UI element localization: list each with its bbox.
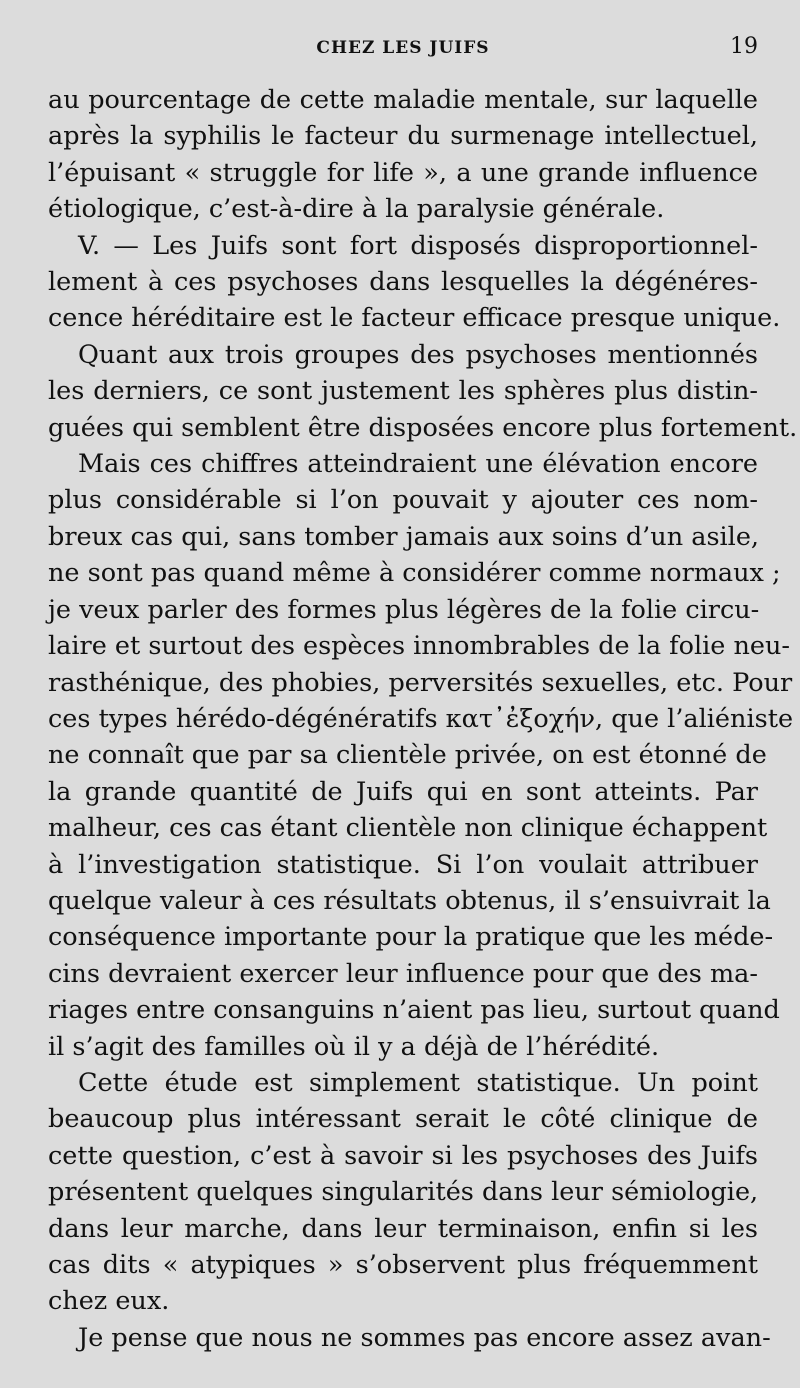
text-line: cins devraient exercer leur influence pour que des ma-: [48, 958, 758, 989]
text-line: chez eux.: [48, 1286, 170, 1317]
text-line: la grande quantité de Juifs qui en sont atteints. Par: [48, 776, 758, 807]
text-line: conséquence importante pour la pratique que les méde-: [48, 922, 774, 953]
text-line: cas dits « atypiques » s’observent plus fréquemment: [48, 1250, 758, 1280]
text-line: V. — Les Juifs sont fort disposés disproportionnel-: [78, 230, 758, 261]
text-line: ne sont pas quand même à considérer comme normaux ;: [48, 558, 781, 589]
text-line: Mais ces chiffres atteindraient une élévation encore: [78, 449, 758, 480]
text-line: laire et surtout des espèces innombrables de la folie neu-: [48, 631, 791, 662]
text-line: étiologique, c’est-à-dire à la paralysie générale.: [48, 194, 665, 225]
text-line: guées qui semblent être disposées encore plus fortement.: [48, 412, 798, 443]
text-line: à l’investigation statistique. Si l’on voulait attribuer: [48, 849, 758, 880]
text-line: au pourcentage de cette maladie mentale, sur laquelle: [48, 85, 758, 115]
text-line: après la syphilis le facteur du surmenage intellectuel,: [48, 121, 758, 152]
running-head: CHEZ LES JUIFS: [316, 38, 490, 58]
text-line: cette question, c’est à savoir si les psychoses des Juifs: [48, 1140, 758, 1171]
text-line: lement à ces psychoses dans lesquelles la dégénéres-: [48, 267, 758, 298]
text-line: présentent quelques singularités dans leur sémiologie,: [48, 1177, 759, 1208]
text-line: ne connaît que par sa clientèle privée, on est étonné de: [48, 740, 767, 771]
page-number: 19: [730, 34, 758, 59]
text-line: dans leur marche, dans leur terminaison, enfin si les: [48, 1213, 758, 1244]
text-line: les derniers, ce sont justement les sphères plus distin-: [48, 376, 758, 407]
text-line: je veux parler des formes plus légères de la folie circu-: [48, 594, 760, 625]
body-text: [48, 82, 798, 1356]
text-line: breux cas qui, sans tomber jamais aux soins d’un asile,: [48, 521, 760, 552]
page-header: [48, 34, 758, 82]
text-line: il s’agit des familles où il y a déjà de l’hérédité.: [48, 1031, 660, 1062]
text-line: Quant aux trois groupes des psychoses mentionnés: [78, 339, 758, 370]
text-line: beaucoup plus intéressant serait le côté clinique de: [48, 1104, 758, 1135]
text-line: Je pense que nous ne sommes pas encore assez avan-: [78, 1322, 771, 1353]
text-line: l’épuisant « struggle for life », a une grande influence: [48, 157, 758, 188]
text-line: quelque valeur à ces résultats obtenus, il s’ensuivrait la: [48, 885, 771, 916]
text-line: cence héréditaire est le facteur efficace presque unique.: [48, 303, 781, 334]
text-line: ces types hérédo-dégénératifs κατ᾽ἐξοχήν, que l’aliéniste: [48, 703, 794, 734]
text-line: Cette étude est simplement statistique. Un point: [78, 1067, 758, 1098]
text-line: malheur, ces cas étant clientèle non clinique échappent: [48, 813, 768, 844]
text-line: rasthénique, des phobies, perversités sexuelles, etc. Pour: [48, 667, 793, 698]
text-line: riages entre consanguins n’aient pas lieu, surtout quand: [48, 995, 780, 1026]
text-line: plus considérable si l’on pouvait y ajouter ces nom-: [48, 485, 758, 516]
